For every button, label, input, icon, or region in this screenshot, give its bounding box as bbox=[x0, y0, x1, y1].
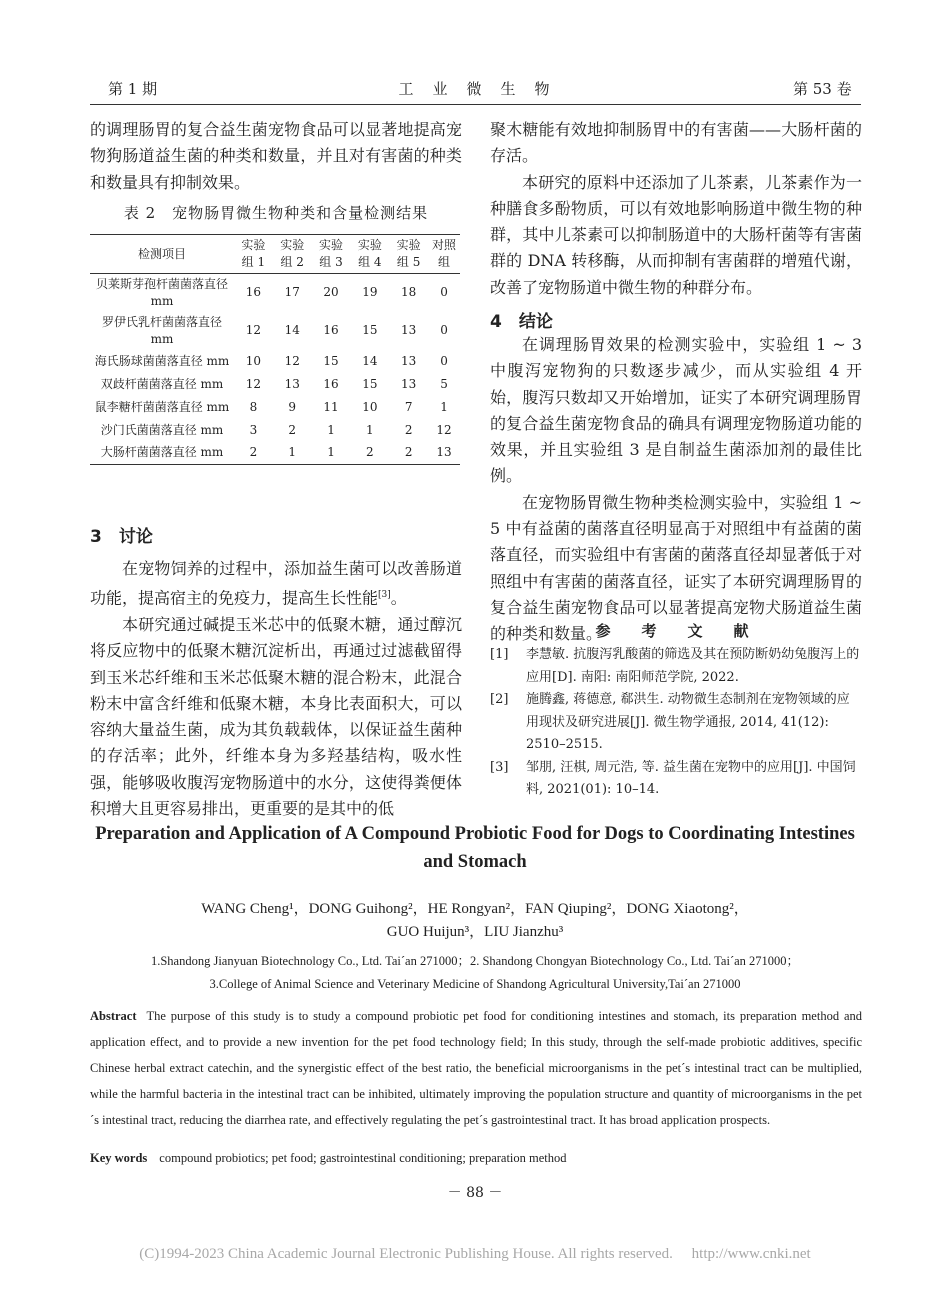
continued-text: 聚木糖能有效地抑制肠胃中的有害菌——大肠杆菌的存活。 bbox=[490, 120, 862, 166]
table-cell-label: 双歧杆菌菌落直径 mm bbox=[100, 376, 224, 391]
conclusion-paragraph-1: 在调理肠胃效果的检测实验中，实验组 1 ~ 3 中腹泻宠物狗的只数逐步减少，而从实验组 4 开始，腹泻只数却又开始增加，证实了本研究调理肠胃的复合益生菌宠物食品的确具有调理宠物肠道功能的效果，并且实验组 3 是自制益生菌添加剂的最佳比例。 bbox=[490, 335, 862, 486]
table-cell-value: 0 bbox=[440, 285, 448, 300]
table-cell-value: 9 bbox=[288, 399, 297, 414]
table-cell-value: 12 bbox=[284, 353, 300, 368]
table-cell-label: 沙门氏菌菌落直径 mm bbox=[100, 422, 224, 437]
conclusion-paragraph-2: 在宠物肠胃微生物种类检测实验中，实验组 1 ~ 5 中有益菌的菌落直径明显高于对照组中有益菌的菌落直径，而实验组中有害菌的菌落直径却显著低于对照组中有害菌的菌落直径，证实了本研究调理肠胃的复合益生菌宠物食品可以显著提高宠物犬肠道益生菌的种类和数量。 bbox=[490, 492, 862, 644]
p1-end: 。 bbox=[390, 588, 407, 608]
microbe-table bbox=[90, 234, 460, 465]
authors-line-2: GUO Huijun³，LIU Jianzhu³ bbox=[386, 924, 564, 940]
table-cell-label: 罗伊氏乳杆菌菌落直径 mm bbox=[101, 314, 222, 346]
table-cell-value: 12 bbox=[436, 422, 452, 437]
table-cell-value: 16 bbox=[323, 376, 339, 391]
table-cell-value: 1 bbox=[273, 442, 312, 465]
table-header-cell: 实验组 1 bbox=[234, 235, 273, 274]
reference-number: [3] bbox=[490, 759, 509, 775]
left-intro-paragraph bbox=[90, 117, 462, 196]
keywords bbox=[90, 1151, 862, 1166]
table-cell-value: 0 bbox=[440, 323, 448, 337]
table-row bbox=[90, 312, 460, 350]
table-cell-label: 大肠杆菌菌落直径 mm bbox=[90, 442, 234, 465]
page-number: － 88 － bbox=[447, 1185, 503, 1201]
table-cell-value: 1 bbox=[312, 442, 351, 465]
table-cell-value: 12 bbox=[245, 323, 262, 337]
table-cell-value: 10 bbox=[362, 399, 378, 414]
table-cell-value: 2 bbox=[350, 442, 389, 465]
reference-text: 李慧敏. 抗腹泻乳酸菌的筛选及其在预防断奶幼兔腹泻上的应用[D]. 南阳: 南阳师范学院, 2022. bbox=[526, 647, 860, 685]
table-header-cell: 实验组 3 bbox=[312, 235, 351, 274]
abstract-label: Abstract bbox=[90, 1009, 137, 1023]
intro-text: 的调理肠胃的复合益生菌宠物食品可以显著地提高宠物狗肠道益生菌的种类和数量，并且对有害菌的种类和数量具有抑制效果。 bbox=[90, 120, 462, 192]
table-cell-value: 17 bbox=[284, 285, 300, 300]
table-cell-value: 13 bbox=[401, 323, 417, 337]
reference-item bbox=[490, 757, 862, 802]
table-cell-value: 20 bbox=[323, 285, 339, 300]
table-cell-value: 15 bbox=[362, 323, 378, 337]
references-title: 参 考 文 献 bbox=[595, 622, 757, 640]
section-4-body bbox=[490, 332, 862, 648]
table-cell-value: 14 bbox=[284, 323, 300, 337]
reference-text: 施腾鑫, 蒋德意, 郗洪生. 动物微生态制剂在宠物领域的应用现状及研究进展[J]. 微生物学通报, 2014, 41(12): 2510–2515. bbox=[526, 692, 850, 752]
section-3-title: 3 讨论 bbox=[90, 527, 153, 547]
table-cell-value: 15 bbox=[362, 376, 378, 391]
abstract-text: The purpose of this study is to study a compound probiotic pet food for conditioning intestines and stomach, its preparation method and application effect, and to provide a new invention for the pet food technology field; In this study, through the self-made probiotic additives, specific Chinese herbal extract catechin, and the synergistic effect of the best ratio, the beneficial microorganisms in the pet´s intestinal tract can be multiplied, while the harmful bacteria in the intestinal tract can be inhibited, ultimately improving the population structure and quantity of microorganisms in the pet´s intestinal tract, reducing the diarrhea rate, and effectively regulating the pet´s gastrointestinal tract. It has broad application prospects. bbox=[90, 1009, 862, 1127]
table-cell-value: 11 bbox=[323, 399, 339, 414]
table-cell-value: 18 bbox=[401, 285, 417, 300]
table-cell-value: 2 bbox=[234, 442, 273, 465]
table-cell-value: 8 bbox=[249, 399, 258, 414]
table-cell-value: 3 bbox=[249, 422, 258, 437]
table-caption: 表 2 宠物肠胃微生物种类和含量检测结果 bbox=[123, 204, 429, 222]
p1-text: 在宠物饲养的过程中，添加益生菌可以改善肠道功能，提高宿主的免疫力，提高生长性能 bbox=[90, 559, 462, 608]
table-header-cell: 实验组 2 bbox=[273, 235, 312, 274]
reference-number: [2] bbox=[490, 692, 509, 707]
discussion-paragraph-2: 本研究通过碱提玉米芯中的低聚木糖，通过醇沉将反应物中的低聚木糖沉淀析出，再通过过滤截留得到玉米芯纤维和玉米芯低聚木糖的混合粉末，此混合粉末中富含纤维和低聚木糖，本身比表面积大，可以容纳大量益生菌，成为其负载载体，以保证益生菌种的存活率；此外，纤维本身为多羟基结构，吸水性强，能够吸收腹泻宠物肠道中的水分，这使得粪便体积增大且更容易排出，更重要的是其中的低 bbox=[90, 614, 462, 818]
table-header-cell: 检测项目 bbox=[90, 235, 234, 274]
abstract bbox=[90, 1003, 862, 1133]
table-header-row bbox=[90, 235, 460, 274]
copyright-footer: (C)1994-2023 China Academic Journal Electronic Publishing House. All rights reserved. http://www.cnki.net bbox=[139, 1246, 811, 1262]
header-volume: 第 53 卷 bbox=[793, 80, 852, 98]
reference-number: [1] bbox=[490, 647, 509, 662]
table-header-cell: 对照组 bbox=[428, 235, 460, 274]
header-rule bbox=[90, 104, 861, 105]
table-cell-value: 13 bbox=[401, 376, 417, 391]
table-row bbox=[90, 442, 460, 465]
table-cell-value: 7 bbox=[404, 399, 413, 414]
table-cell-label: 贝莱斯芽孢杆菌菌落直径 mm bbox=[95, 276, 228, 308]
table-header-cell: 实验组 5 bbox=[389, 235, 428, 274]
affiliation-1: 1.Shandong Jianyuan Biotechnology Co., Ltd. Tai´an 271000；2. Shandong Chongyan Biotechnology Co., Ltd. Tai´an 271000； bbox=[150, 954, 800, 968]
table-cell-value: 1 bbox=[366, 422, 374, 437]
table-cell-value: 12 bbox=[245, 376, 262, 391]
table-cell-value: 2 bbox=[404, 422, 413, 437]
english-title: Preparation and Application of A Compound Probiotic Food for Dogs to Coordinating Intestines and Stomach bbox=[95, 824, 855, 872]
reference-text: 邹朋, 汪棋, 周元浩, 等. 益生菌在宠物中的应用[J]. 中国饲料, 2021(01): 10–14. bbox=[526, 759, 856, 797]
section-3-body bbox=[90, 556, 462, 822]
table-cell-value: 14 bbox=[362, 353, 378, 368]
table-cell-value: 13 bbox=[401, 353, 417, 368]
table-cell-value: 19 bbox=[362, 285, 378, 300]
reference-item bbox=[490, 644, 862, 689]
table-header-cell: 实验组 4 bbox=[350, 235, 389, 274]
table-cell-value: 0 bbox=[440, 353, 448, 368]
table-cell-value: 2 bbox=[288, 422, 297, 437]
table-cell-value: 13 bbox=[428, 442, 460, 465]
table-row bbox=[90, 373, 460, 396]
table-cell-value: 16 bbox=[323, 323, 339, 337]
authors-line-1: WANG Cheng¹，DONG Guihong²，HE Rongyan²，FAN Qiuping²，DONG Xiaotong²， bbox=[201, 901, 749, 917]
author-list bbox=[80, 898, 870, 944]
table-cell-value: 16 bbox=[245, 285, 262, 300]
affiliation-2: 3.College of Animal Science and Veterinary Medicine of Shandong Agricultural University,Tai´an 271000 bbox=[209, 977, 741, 991]
table-cell-value: 1 bbox=[327, 422, 335, 437]
table-row bbox=[90, 419, 460, 442]
table-cell-value: 15 bbox=[323, 353, 339, 368]
table-cell-label: 海氏肠球菌菌落直径 mm bbox=[94, 353, 230, 368]
table-cell-value: 13 bbox=[284, 376, 300, 391]
keywords-label: Key words bbox=[90, 1151, 148, 1165]
reference-list bbox=[490, 644, 862, 802]
table-cell-label: 鼠李糖杆菌菌落直径 mm bbox=[94, 399, 230, 414]
table-cell-value: 1 bbox=[440, 399, 448, 414]
discussion-paragraph-1 bbox=[90, 556, 462, 612]
table-row bbox=[90, 350, 460, 373]
section-4-title: 4 结论 bbox=[490, 312, 553, 332]
header-issue: 第 1 期 bbox=[108, 80, 158, 98]
reference-item bbox=[490, 689, 862, 757]
table-cell-value: 10 bbox=[245, 353, 262, 368]
table-row bbox=[90, 274, 460, 312]
header-journal: 工 业 微 生 物 bbox=[398, 80, 552, 98]
table-cell-value: 2 bbox=[389, 442, 428, 465]
citation-3: [3] bbox=[378, 590, 391, 601]
table-row bbox=[90, 396, 460, 419]
table-cell-value: 5 bbox=[440, 376, 448, 391]
right-column-body bbox=[490, 117, 862, 301]
catechin-paragraph: 本研究的原料中还添加了儿茶素，儿茶素作为一种膳食多酚物质，可以有效地影响肠道中微生物的种群，其中儿茶素可以抑制肠道中的大肠杆菌等有害菌群的 DNA 转移酶，从而抑制有害菌群的增殖代谢，改善了宠物肠道中微生物的种群分布。 bbox=[490, 172, 862, 297]
keywords-text: compound probiotics; pet food; gastrointestinal conditioning; preparation method bbox=[159, 1151, 567, 1165]
